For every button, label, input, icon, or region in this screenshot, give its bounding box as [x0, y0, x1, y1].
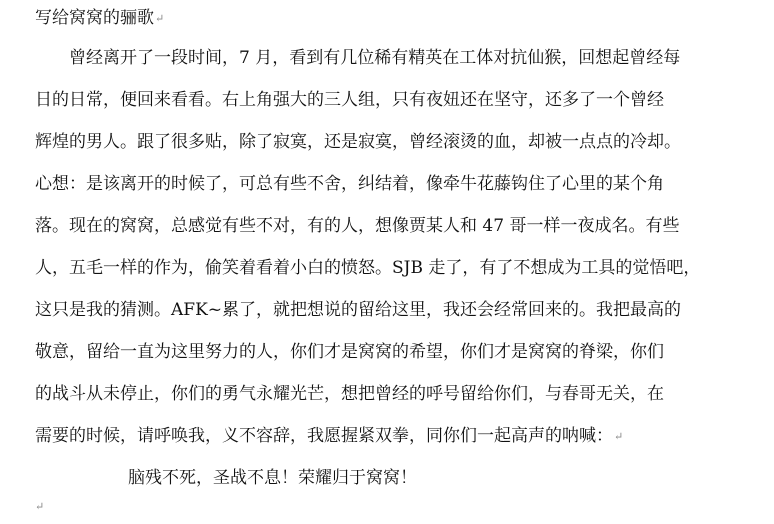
body-line-8: 敬意，留给一直为这里努力的人，你们才是窝窝的希望，你们才是窝窝的脊梁，你们 [35, 342, 664, 362]
body-line-7: 这只是我的猜测。AFK~累了，就把想说的留给这里，我还会经常回来的。我把最高的 [35, 300, 682, 320]
paragraph-mark-icon: ↵ [614, 430, 624, 443]
body-line-10-text: 需要的时候，请呼唤我，义不容辞，我愿握紧双拳，同你们一起高声的呐喊： [35, 426, 613, 446]
body-line-3: 辉煌的男人。跟了很多贴，除了寂寞，还是寂寞，曾经滚烫的血，却被一点点的冷却。 [35, 132, 681, 152]
body-line-9: 的战斗从未停止，你们的勇气永耀光芒，想把曾经的呼号留给你们，与春哥无关，在 [35, 384, 664, 404]
paragraph-mark-icon: ↵ [35, 500, 45, 513]
body-line-5: 落。现在的窝窝，总感觉有些不对，有的人，想像贾某人和 47 哥一样一夜成名。有些 [35, 216, 680, 236]
body-line-1: 曾经离开了一段时间，7 月，看到有几位稀有精英在工体对抗仙猴，回想起曾经每 [69, 48, 681, 68]
document-title-line [35, 6, 164, 31]
document-title: 写给窝窝的骊歌 [35, 8, 154, 28]
slogan-line: 脑残不死，圣战不息！荣耀归于窝窝！ [128, 468, 417, 488]
paragraph-mark-icon: ↵ [155, 12, 165, 25]
body-line-4: 心想：是该离开的时候了，可总有些不舍，纠结着，像牵牛花藤钩住了心里的某个角 [35, 174, 664, 194]
body-line-2: 日的日常，便回来看看。右上角强大的三人组，只有夜妞还在坚守，还多了一个曾经 [35, 90, 664, 110]
body-line-6: 人，五毛一样的作为，偷笑着看着小白的愤怒。SJB 走了，有了不想成为工具的觉悟吧， [35, 258, 701, 278]
body-line-10 [35, 424, 623, 449]
